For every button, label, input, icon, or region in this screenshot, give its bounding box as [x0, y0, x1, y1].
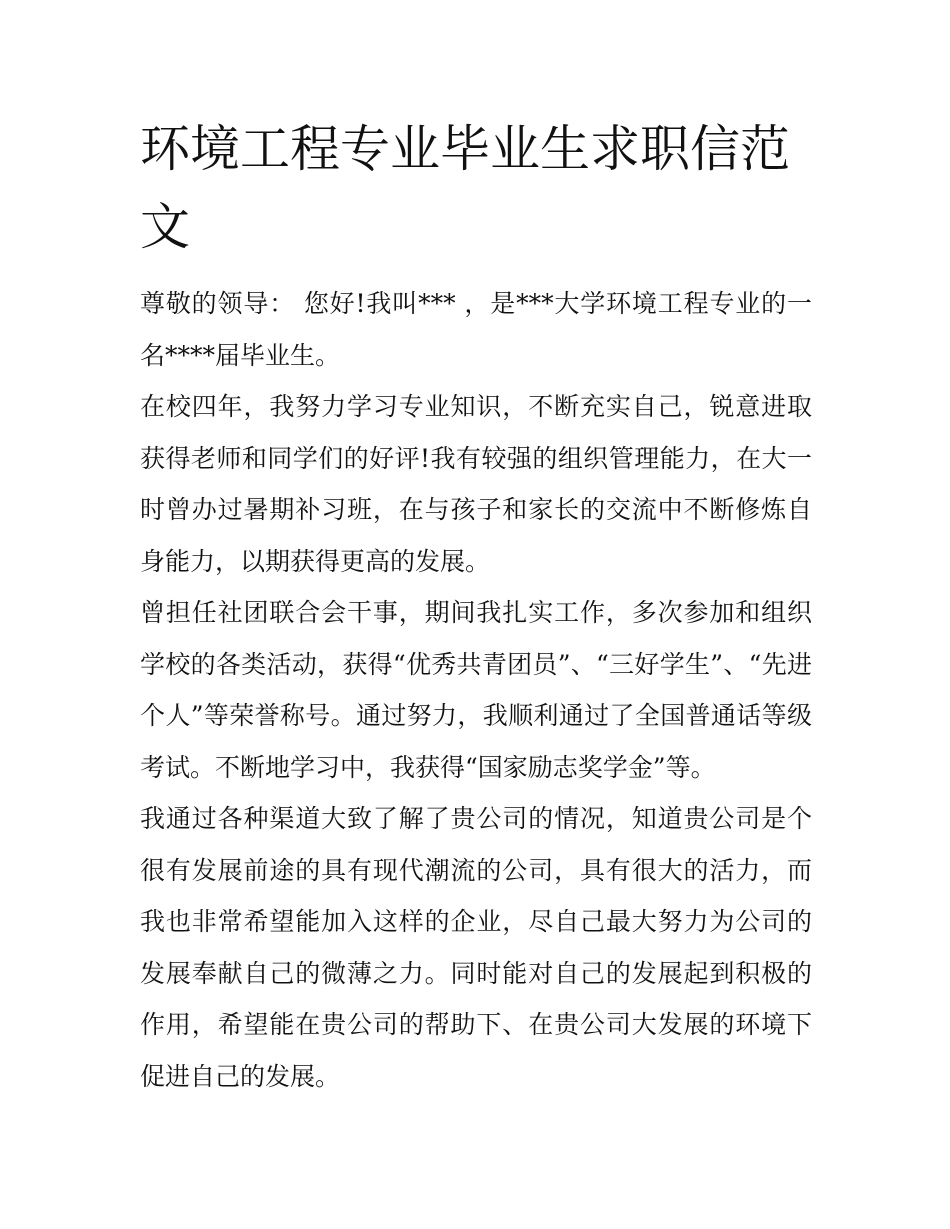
document-page — [140, 110, 812, 1102]
paragraph-company: 我通过各种渠道大致了解了贵公司的情况，知道贵公司是个很有发展前途的具有现代潮流的公司，具有很大的活力，而我也非常希望能加入这样的企业，尽自己最大努力为公司的发展奉献自己的微薄之力。同时能对自己的发展起到积极的作用，希望能在贵公司的帮助下、在贵公司大发展的环境下促进自己的发展。 — [140, 804, 812, 1091]
paragraph-activities: 曾担任社团联合会干事，期间我扎实工作，多次参加和组织学校的各类活动，获得“优秀共青团员”、“三好学生”、“先进个人”等荣誉称号。通过努力，我顺利通过了全国普通话等级考试。不断地学习中，我获得“国家励志奖学金”等。 — [140, 598, 812, 782]
paragraph-greeting: 尊敬的领导： 您好!我叫*** ，是***大学环境工程专业的一名****届毕业生。 — [140, 289, 812, 370]
document-body — [140, 278, 812, 1102]
paragraph-study: 在校四年，我努力学习专业知识，不断充实自己，锐意进取获得老师和同学们的好评!我有较强的组织管理能力，在大一时曾办过暑期补习班，在与孩子和家长的交流中不断修炼自身能力，以期获得更高的发展。 — [140, 392, 812, 576]
document-title: 环境工程专业毕业生求职信范文 — [140, 120, 790, 256]
